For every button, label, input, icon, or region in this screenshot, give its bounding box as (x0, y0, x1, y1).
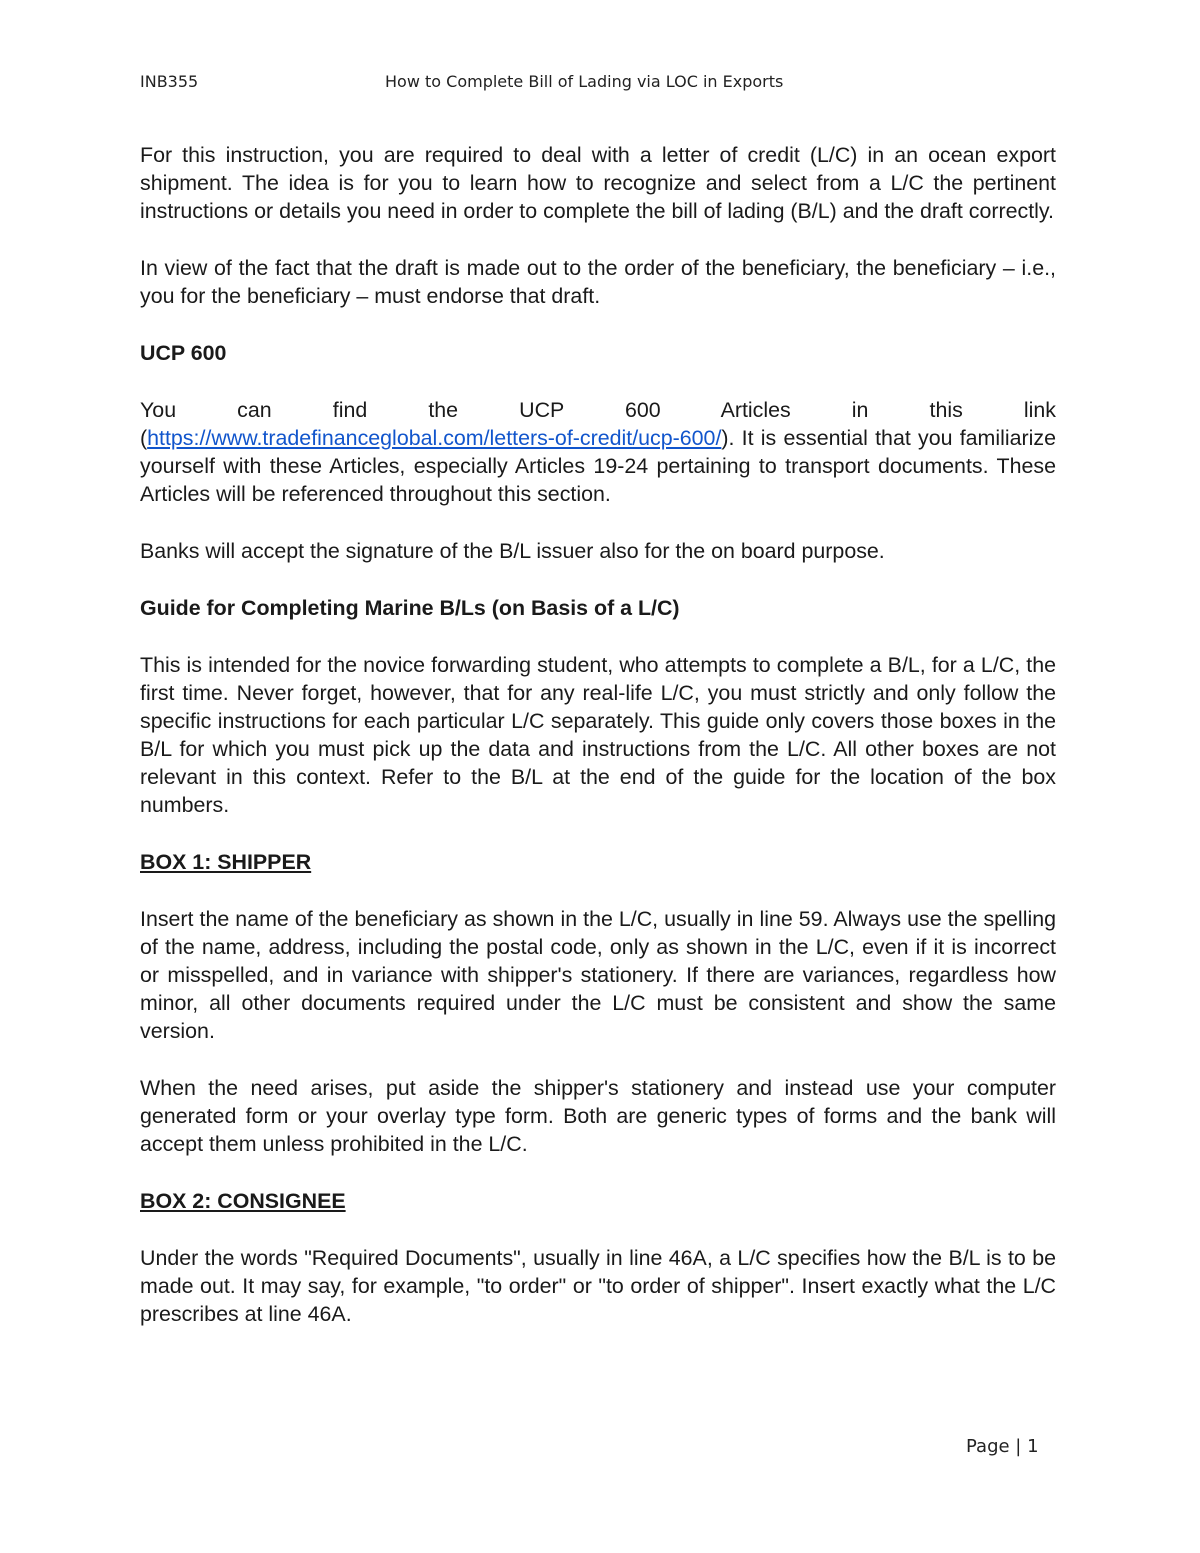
ucp-paragraph (140, 396, 1056, 508)
draft-paragraph: In view of the fact that the draft is made out to the order of the beneficiary, the beneficiary – i.e., you for the beneficiary – must endorse that draft. (140, 256, 1056, 308)
intro-paragraph: For this instruction, you are required to deal with a letter of credit (L/C) in an ocean export shipment. The idea is for you to learn how to recognize and select from a L/C the pertinent instructions or details you need in order to complete the bill of lading (B/L) and the draft correctly. (140, 143, 1056, 223)
document-title: How to Complete Bill of Lading via LOC in Exports (385, 72, 784, 91)
consignee-paragraph: Under the words "Required Documents", usually in line 46A, a L/C specifies how the B/L is to be made out. It may say, for example, "to order" or "to order of shipper". Insert exactly what the L/C prescribes at line 46A. (140, 1246, 1056, 1326)
signature-paragraph: Banks will accept the signature of the B/L issuer also for the on board purpose. (140, 539, 885, 563)
page-header (140, 72, 1056, 98)
stationery-paragraph: When the need arises, put aside the shipper's stationery and instead use your computer generated form or your overlay type form. Both are generic types of forms and the bank will accept them unless prohibited in the L/C. (140, 1076, 1056, 1156)
box1-heading: BOX 1: SHIPPER (140, 850, 312, 874)
ucp-open-paren: ( (140, 426, 148, 450)
guide-heading: Guide for Completing Marine B/Ls (on Basis of a L/C) (140, 596, 680, 620)
ucp-link[interactable]: https://www.tradefinanceglobal.com/letters-of-credit/ucp-600/ (147, 426, 722, 450)
ucp-paragraph-rest: ). It is essential that you familiarize yourself with these Articles, especially Articles 19-24 pertaining to transport documents. These Articles will be referenced throughout this section. (140, 426, 1056, 506)
box2-heading: BOX 2: CONSIGNEE (140, 1189, 346, 1213)
document-body (140, 141, 1056, 1357)
course-code: INB355 (140, 72, 199, 91)
guide-paragraph: This is intended for the novice forwarding student, who attempts to complete a B/L, for a L/C, the first time. Never forget, however, that for any real-life L/C, you must strictly and only follow the specific instructions for each particular L/C separately. This guide only covers those boxes in the B/L for which you must pick up the data and instructions from the L/C. All other boxes are not relevant in this context. Refer to the B/L at the end of the guide for the location of the box numbers. (140, 653, 1056, 817)
ucp-paragraph-line1: You can find the UCP 600 Articles in this link (140, 398, 1056, 422)
ucp-heading: UCP 600 (140, 341, 227, 365)
page-number: Page | 1 (966, 1436, 1039, 1457)
shipper-paragraph: Insert the name of the beneficiary as shown in the L/C, usually in line 59. Always use the spelling of the name, address, including the postal code, only as shown in the L/C, even if it is incorrect or misspelled, and in variance with shipper's stationery. If there are variances, regardless how minor, all other documents required under the L/C must be consistent and show the same version. (140, 907, 1056, 1043)
